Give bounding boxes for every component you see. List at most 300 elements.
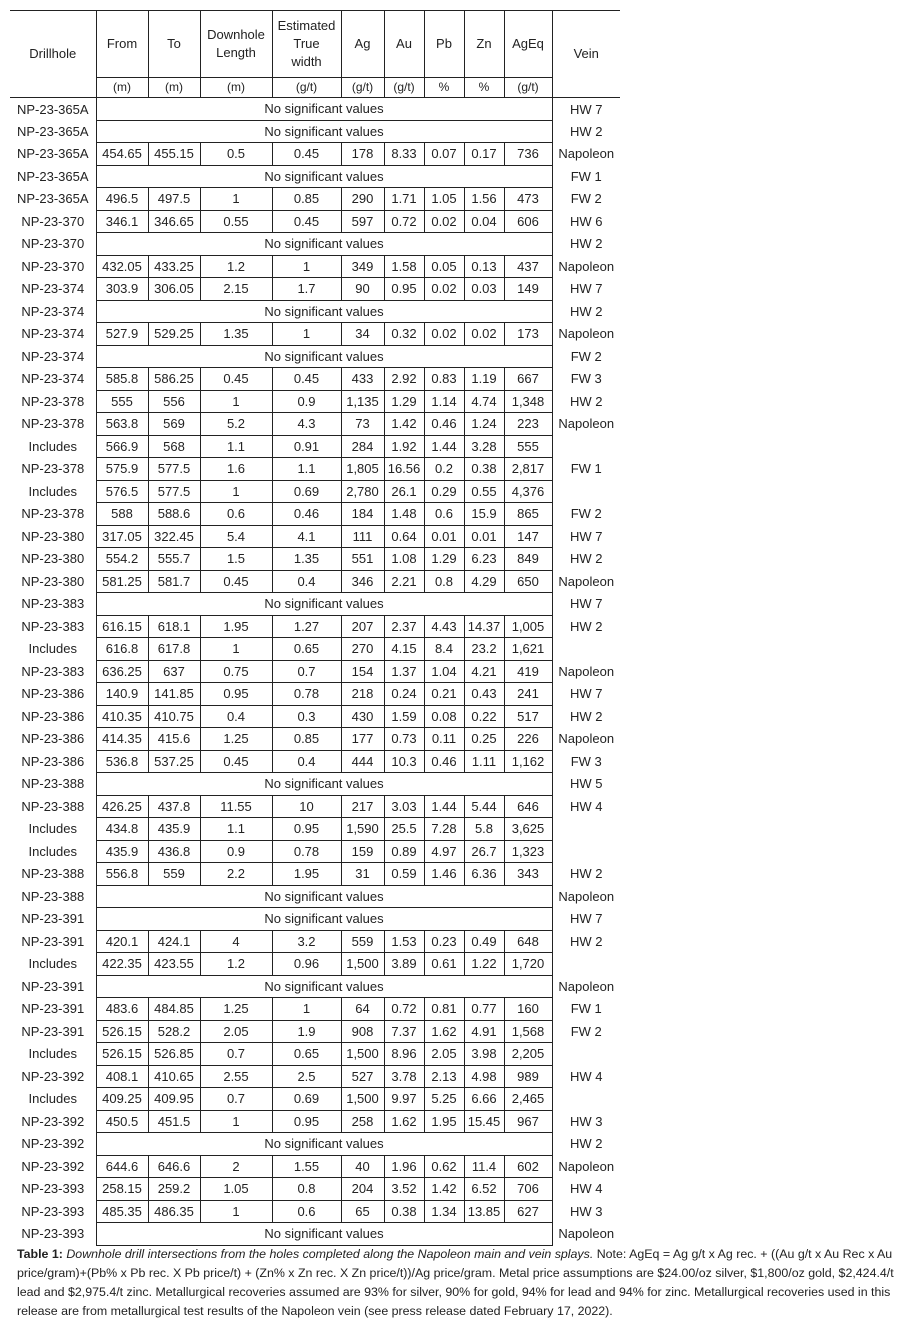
to-cell: 437.8 bbox=[148, 795, 200, 818]
from-cell: 644.6 bbox=[96, 1155, 148, 1178]
from-cell: 576.5 bbox=[96, 480, 148, 503]
table-row bbox=[10, 480, 620, 503]
au-cell: 0.73 bbox=[384, 728, 424, 751]
tw-cell: 0.3 bbox=[272, 705, 341, 728]
no-significant-values-cell: No significant values bbox=[96, 98, 552, 121]
no-significant-values-cell: No significant values bbox=[96, 345, 552, 368]
table-row bbox=[10, 210, 620, 233]
ageq-cell: 602 bbox=[504, 1155, 552, 1178]
zn-cell: 0.04 bbox=[464, 210, 504, 233]
to-cell: 410.65 bbox=[148, 1065, 200, 1088]
unit-pb: % bbox=[424, 78, 464, 98]
tw-cell: 0.78 bbox=[272, 840, 341, 863]
to-cell: 586.25 bbox=[148, 368, 200, 391]
drillhole-cell: NP-23-378 bbox=[10, 503, 96, 526]
from-cell: 526.15 bbox=[96, 1020, 148, 1043]
ag-cell: 111 bbox=[341, 525, 384, 548]
au-cell: 16.56 bbox=[384, 458, 424, 481]
table-row bbox=[10, 1088, 620, 1111]
from-cell: 555 bbox=[96, 390, 148, 413]
ag-cell: 40 bbox=[341, 1155, 384, 1178]
table-row bbox=[10, 503, 620, 526]
length-cell: 1.25 bbox=[200, 998, 272, 1021]
length-cell: 0.9 bbox=[200, 840, 272, 863]
pb-cell: 0.23 bbox=[424, 930, 464, 953]
to-cell: 433.25 bbox=[148, 255, 200, 278]
tw-cell: 0.95 bbox=[272, 1110, 341, 1133]
from-cell: 588 bbox=[96, 503, 148, 526]
ag-cell: 65 bbox=[341, 1200, 384, 1223]
from-cell: 435.9 bbox=[96, 840, 148, 863]
length-cell: 0.45 bbox=[200, 368, 272, 391]
pb-cell: 1.29 bbox=[424, 548, 464, 571]
drillhole-cell: Includes bbox=[10, 953, 96, 976]
zn-cell: 0.17 bbox=[464, 143, 504, 166]
ageq-cell: 4,376 bbox=[504, 480, 552, 503]
ageq-cell: 667 bbox=[504, 368, 552, 391]
ageq-cell: 1,568 bbox=[504, 1020, 552, 1043]
to-cell: 410.75 bbox=[148, 705, 200, 728]
vein-cell: HW 7 bbox=[552, 593, 620, 616]
pb-cell: 1.05 bbox=[424, 188, 464, 211]
vein-cell: FW 3 bbox=[552, 368, 620, 391]
vein-cell: HW 2 bbox=[552, 233, 620, 256]
zn-cell: 4.91 bbox=[464, 1020, 504, 1043]
tw-cell: 0.65 bbox=[272, 638, 341, 661]
tw-cell: 1.7 bbox=[272, 278, 341, 301]
header-pb: Pb bbox=[424, 11, 464, 78]
drillhole-cell: Includes bbox=[10, 480, 96, 503]
tw-cell: 1.1 bbox=[272, 458, 341, 481]
from-cell: 536.8 bbox=[96, 750, 148, 773]
ageq-cell: 646 bbox=[504, 795, 552, 818]
drillhole-cell: NP-23-374 bbox=[10, 368, 96, 391]
drillhole-cell: NP-23-388 bbox=[10, 863, 96, 886]
unit-au: (g/t) bbox=[384, 78, 424, 98]
drillhole-cell: NP-23-365A bbox=[10, 98, 96, 121]
drillhole-cell: NP-23-391 bbox=[10, 998, 96, 1021]
drill-results-table bbox=[10, 10, 620, 1246]
ageq-cell: 1,005 bbox=[504, 615, 552, 638]
vein-cell: HW 2 bbox=[552, 615, 620, 638]
vein-cell: HW 2 bbox=[552, 120, 620, 143]
from-cell: 496.5 bbox=[96, 188, 148, 211]
pb-cell: 1.34 bbox=[424, 1200, 464, 1223]
pb-cell: 0.21 bbox=[424, 683, 464, 706]
au-cell: 1.53 bbox=[384, 930, 424, 953]
ageq-cell: 1,323 bbox=[504, 840, 552, 863]
to-cell: 637 bbox=[148, 660, 200, 683]
tw-cell: 3.2 bbox=[272, 930, 341, 953]
from-cell: 434.8 bbox=[96, 818, 148, 841]
ag-cell: 270 bbox=[341, 638, 384, 661]
zn-cell: 0.77 bbox=[464, 998, 504, 1021]
length-cell: 0.55 bbox=[200, 210, 272, 233]
drillhole-cell: NP-23-365A bbox=[10, 120, 96, 143]
drillhole-cell: NP-23-386 bbox=[10, 683, 96, 706]
ag-cell: 433 bbox=[341, 368, 384, 391]
to-cell: 577.5 bbox=[148, 458, 200, 481]
ag-cell: 204 bbox=[341, 1178, 384, 1201]
zn-cell: 0.38 bbox=[464, 458, 504, 481]
zn-cell: 6.36 bbox=[464, 863, 504, 886]
to-cell: 486.35 bbox=[148, 1200, 200, 1223]
au-cell: 0.38 bbox=[384, 1200, 424, 1223]
pb-cell: 0.07 bbox=[424, 143, 464, 166]
to-cell: 568 bbox=[148, 435, 200, 458]
vein-cell: FW 3 bbox=[552, 750, 620, 773]
drillhole-cell: NP-23-391 bbox=[10, 930, 96, 953]
ageq-cell: 223 bbox=[504, 413, 552, 436]
vein-cell: HW 4 bbox=[552, 795, 620, 818]
pb-cell: 1.42 bbox=[424, 1178, 464, 1201]
from-cell: 485.35 bbox=[96, 1200, 148, 1223]
table-row bbox=[10, 818, 620, 841]
ag-cell: 184 bbox=[341, 503, 384, 526]
to-cell: 322.45 bbox=[148, 525, 200, 548]
vein-cell: HW 7 bbox=[552, 278, 620, 301]
tw-cell: 0.85 bbox=[272, 728, 341, 751]
ageq-cell: 1,348 bbox=[504, 390, 552, 413]
ageq-cell: 1,720 bbox=[504, 953, 552, 976]
length-cell: 0.45 bbox=[200, 750, 272, 773]
tw-cell: 0.45 bbox=[272, 210, 341, 233]
pb-cell: 0.05 bbox=[424, 255, 464, 278]
from-cell: 258.15 bbox=[96, 1178, 148, 1201]
header-row bbox=[10, 11, 620, 78]
tw-cell: 0.45 bbox=[272, 368, 341, 391]
vein-cell: HW 7 bbox=[552, 908, 620, 931]
drillhole-cell: NP-23-380 bbox=[10, 525, 96, 548]
tw-cell: 4.1 bbox=[272, 525, 341, 548]
ag-cell: 908 bbox=[341, 1020, 384, 1043]
zn-cell: 0.55 bbox=[464, 480, 504, 503]
vein-cell bbox=[552, 1043, 620, 1066]
vein-cell: HW 2 bbox=[552, 705, 620, 728]
drillhole-cell: NP-23-393 bbox=[10, 1200, 96, 1223]
tw-cell: 0.46 bbox=[272, 503, 341, 526]
ag-cell: 178 bbox=[341, 143, 384, 166]
vein-cell: HW 2 bbox=[552, 930, 620, 953]
from-cell: 581.25 bbox=[96, 570, 148, 593]
zn-cell: 4.74 bbox=[464, 390, 504, 413]
to-cell: 646.6 bbox=[148, 1155, 200, 1178]
from-cell: 483.6 bbox=[96, 998, 148, 1021]
to-cell: 537.25 bbox=[148, 750, 200, 773]
length-cell: 4 bbox=[200, 930, 272, 953]
from-cell: 408.1 bbox=[96, 1065, 148, 1088]
no-significant-values-cell: No significant values bbox=[96, 885, 552, 908]
zn-cell: 0.13 bbox=[464, 255, 504, 278]
ageq-cell: 967 bbox=[504, 1110, 552, 1133]
vein-cell: HW 2 bbox=[552, 548, 620, 571]
to-cell: 581.7 bbox=[148, 570, 200, 593]
ag-cell: 284 bbox=[341, 435, 384, 458]
ageq-cell: 989 bbox=[504, 1065, 552, 1088]
ageq-cell: 706 bbox=[504, 1178, 552, 1201]
drillhole-cell: NP-23-391 bbox=[10, 975, 96, 998]
length-cell: 1.05 bbox=[200, 1178, 272, 1201]
tw-cell: 1.27 bbox=[272, 615, 341, 638]
length-cell: 1.1 bbox=[200, 818, 272, 841]
drillhole-cell: NP-23-391 bbox=[10, 1020, 96, 1043]
au-cell: 1.08 bbox=[384, 548, 424, 571]
from-cell: 432.05 bbox=[96, 255, 148, 278]
length-cell: 1 bbox=[200, 1200, 272, 1223]
pb-cell: 1.44 bbox=[424, 435, 464, 458]
vein-cell: HW 2 bbox=[552, 863, 620, 886]
au-cell: 1.59 bbox=[384, 705, 424, 728]
length-cell: 0.7 bbox=[200, 1043, 272, 1066]
vein-cell: HW 4 bbox=[552, 1178, 620, 1201]
ag-cell: 349 bbox=[341, 255, 384, 278]
au-cell: 9.97 bbox=[384, 1088, 424, 1111]
tw-cell: 0.96 bbox=[272, 953, 341, 976]
to-cell: 484.85 bbox=[148, 998, 200, 1021]
from-cell: 616.15 bbox=[96, 615, 148, 638]
drillhole-cell: NP-23-383 bbox=[10, 615, 96, 638]
ageq-cell: 226 bbox=[504, 728, 552, 751]
zn-cell: 1.22 bbox=[464, 953, 504, 976]
ag-cell: 1,590 bbox=[341, 818, 384, 841]
vein-cell bbox=[552, 638, 620, 661]
tw-cell: 0.7 bbox=[272, 660, 341, 683]
vein-cell: FW 1 bbox=[552, 165, 620, 188]
length-cell: 1.2 bbox=[200, 255, 272, 278]
pb-cell: 4.43 bbox=[424, 615, 464, 638]
table-row bbox=[10, 435, 620, 458]
vein-cell: HW 6 bbox=[552, 210, 620, 233]
au-cell: 3.52 bbox=[384, 1178, 424, 1201]
drillhole-cell: NP-23-388 bbox=[10, 773, 96, 796]
tw-cell: 0.45 bbox=[272, 143, 341, 166]
table-row bbox=[10, 323, 620, 346]
length-cell: 2 bbox=[200, 1155, 272, 1178]
length-cell: 1 bbox=[200, 1110, 272, 1133]
ag-cell: 73 bbox=[341, 413, 384, 436]
table-row bbox=[10, 795, 620, 818]
drillhole-cell: NP-23-380 bbox=[10, 570, 96, 593]
tw-cell: 0.8 bbox=[272, 1178, 341, 1201]
zn-cell: 23.2 bbox=[464, 638, 504, 661]
to-cell: 618.1 bbox=[148, 615, 200, 638]
pb-cell: 0.83 bbox=[424, 368, 464, 391]
header-ag: Ag bbox=[341, 11, 384, 78]
length-cell: 0.45 bbox=[200, 570, 272, 593]
zn-cell: 4.29 bbox=[464, 570, 504, 593]
drillhole-cell: NP-23-388 bbox=[10, 795, 96, 818]
to-cell: 435.9 bbox=[148, 818, 200, 841]
ageq-cell: 3,625 bbox=[504, 818, 552, 841]
au-cell: 1.29 bbox=[384, 390, 424, 413]
ageq-cell: 437 bbox=[504, 255, 552, 278]
table-row bbox=[10, 930, 620, 953]
drillhole-cell: NP-23-386 bbox=[10, 750, 96, 773]
vein-cell bbox=[552, 1088, 620, 1111]
vein-cell bbox=[552, 840, 620, 863]
pb-cell: 2.13 bbox=[424, 1065, 464, 1088]
au-cell: 0.89 bbox=[384, 840, 424, 863]
au-cell: 26.1 bbox=[384, 480, 424, 503]
tw-cell: 4.3 bbox=[272, 413, 341, 436]
zn-cell: 1.24 bbox=[464, 413, 504, 436]
au-cell: 1.48 bbox=[384, 503, 424, 526]
vein-cell bbox=[552, 435, 620, 458]
length-cell: 1.6 bbox=[200, 458, 272, 481]
tw-cell: 1 bbox=[272, 998, 341, 1021]
from-cell: 527.9 bbox=[96, 323, 148, 346]
vein-cell: Napoleon bbox=[552, 885, 620, 908]
vein-cell: HW 2 bbox=[552, 390, 620, 413]
vein-cell: HW 4 bbox=[552, 1065, 620, 1088]
from-cell: 585.8 bbox=[96, 368, 148, 391]
drillhole-cell: NP-23-365A bbox=[10, 143, 96, 166]
from-cell: 317.05 bbox=[96, 525, 148, 548]
ag-cell: 90 bbox=[341, 278, 384, 301]
vein-cell: Napoleon bbox=[552, 660, 620, 683]
unit-ageq: (g/t) bbox=[504, 78, 552, 98]
no-significant-values-cell: No significant values bbox=[96, 773, 552, 796]
ag-cell: 290 bbox=[341, 188, 384, 211]
vein-cell: FW 2 bbox=[552, 503, 620, 526]
ageq-cell: 1,162 bbox=[504, 750, 552, 773]
length-cell: 11.55 bbox=[200, 795, 272, 818]
length-cell: 0.75 bbox=[200, 660, 272, 683]
from-cell: 409.25 bbox=[96, 1088, 148, 1111]
tw-cell: 0.85 bbox=[272, 188, 341, 211]
caption-body: Note: AgEq = Ag g/t x Ag rec. + ((Au g/t x Au Rec x Au price/gram)+(Pb% x Pb rec. X Pb price/t) + (Zn% x Zn rec. X Zn price/t))/Ag price/gram. Metal price assumptions are $24.00/oz silver, $1,800/oz gold, $2,424.4/t lead and $2,975.4/t zinc. Metallurgical recoveries assumed are 93% for silver, 90% for gold, 94% for lead and 94% for zinc. Metallurgical recoveries used in this release are from metallurgical test results of the Napoleon vein (see press release dated February 17, 2022). bbox=[17, 1247, 894, 1318]
pb-cell: 0.08 bbox=[424, 705, 464, 728]
to-cell: 306.05 bbox=[148, 278, 200, 301]
au-cell: 4.15 bbox=[384, 638, 424, 661]
ageq-cell: 2,205 bbox=[504, 1043, 552, 1066]
au-cell: 0.32 bbox=[384, 323, 424, 346]
drillhole-cell: NP-23-388 bbox=[10, 885, 96, 908]
drillhole-cell: NP-23-383 bbox=[10, 593, 96, 616]
from-cell: 636.25 bbox=[96, 660, 148, 683]
table-row bbox=[10, 638, 620, 661]
vein-cell: Napoleon bbox=[552, 570, 620, 593]
zn-cell: 0.03 bbox=[464, 278, 504, 301]
table-row bbox=[10, 368, 620, 391]
table-row bbox=[10, 300, 620, 323]
table-row bbox=[10, 885, 620, 908]
pb-cell: 2.05 bbox=[424, 1043, 464, 1066]
ag-cell: 64 bbox=[341, 998, 384, 1021]
zn-cell: 4.98 bbox=[464, 1065, 504, 1088]
pb-cell: 0.02 bbox=[424, 323, 464, 346]
length-cell: 0.7 bbox=[200, 1088, 272, 1111]
length-cell: 1.95 bbox=[200, 615, 272, 638]
au-cell: 7.37 bbox=[384, 1020, 424, 1043]
drillhole-cell: Includes bbox=[10, 435, 96, 458]
table-row bbox=[10, 1043, 620, 1066]
to-cell: 529.25 bbox=[148, 323, 200, 346]
to-cell: 555.7 bbox=[148, 548, 200, 571]
ag-cell: 1,135 bbox=[341, 390, 384, 413]
vein-cell: Napoleon bbox=[552, 728, 620, 751]
ag-cell: 1,500 bbox=[341, 953, 384, 976]
table-row bbox=[10, 1110, 620, 1133]
drillhole-cell: NP-23-392 bbox=[10, 1065, 96, 1088]
table-row bbox=[10, 728, 620, 751]
au-cell: 0.72 bbox=[384, 210, 424, 233]
au-cell: 1.92 bbox=[384, 435, 424, 458]
zn-cell: 0.49 bbox=[464, 930, 504, 953]
to-cell: 497.5 bbox=[148, 188, 200, 211]
length-cell: 1.2 bbox=[200, 953, 272, 976]
zn-cell: 0.22 bbox=[464, 705, 504, 728]
from-cell: 575.9 bbox=[96, 458, 148, 481]
table-row bbox=[10, 840, 620, 863]
length-cell: 2.05 bbox=[200, 1020, 272, 1043]
table-row bbox=[10, 165, 620, 188]
table-row bbox=[10, 863, 620, 886]
vein-cell: Napoleon bbox=[552, 1223, 620, 1246]
drillhole-cell: NP-23-392 bbox=[10, 1110, 96, 1133]
vein-cell: Napoleon bbox=[552, 143, 620, 166]
drillhole-cell: Includes bbox=[10, 818, 96, 841]
vein-cell bbox=[552, 953, 620, 976]
from-cell: 616.8 bbox=[96, 638, 148, 661]
au-cell: 8.33 bbox=[384, 143, 424, 166]
table-row bbox=[10, 570, 620, 593]
to-cell: 424.1 bbox=[148, 930, 200, 953]
drillhole-cell: NP-23-380 bbox=[10, 548, 96, 571]
ageq-cell: 473 bbox=[504, 188, 552, 211]
tw-cell: 1 bbox=[272, 255, 341, 278]
ag-cell: 34 bbox=[341, 323, 384, 346]
vein-cell: Napoleon bbox=[552, 975, 620, 998]
ageq-cell: 627 bbox=[504, 1200, 552, 1223]
pb-cell: 1.44 bbox=[424, 795, 464, 818]
vein-cell: Napoleon bbox=[552, 1155, 620, 1178]
vein-cell: FW 1 bbox=[552, 998, 620, 1021]
tw-cell: 1.35 bbox=[272, 548, 341, 571]
au-cell: 1.71 bbox=[384, 188, 424, 211]
table-row bbox=[10, 1065, 620, 1088]
header-drillhole: Drillhole bbox=[10, 11, 96, 98]
table-row bbox=[10, 1200, 620, 1223]
drillhole-cell: Includes bbox=[10, 1088, 96, 1111]
to-cell: 455.15 bbox=[148, 143, 200, 166]
ageq-cell: 1,621 bbox=[504, 638, 552, 661]
no-significant-values-cell: No significant values bbox=[96, 165, 552, 188]
no-significant-values-cell: No significant values bbox=[96, 300, 552, 323]
zn-cell: 26.7 bbox=[464, 840, 504, 863]
to-cell: 436.8 bbox=[148, 840, 200, 863]
length-cell: 1 bbox=[200, 638, 272, 661]
table-row bbox=[10, 1178, 620, 1201]
unit-zn: % bbox=[464, 78, 504, 98]
tw-cell: 1 bbox=[272, 323, 341, 346]
drillhole-cell: NP-23-378 bbox=[10, 413, 96, 436]
length-cell: 2.2 bbox=[200, 863, 272, 886]
ageq-cell: 147 bbox=[504, 525, 552, 548]
to-cell: 415.6 bbox=[148, 728, 200, 751]
ageq-cell: 606 bbox=[504, 210, 552, 233]
drillhole-cell: NP-23-370 bbox=[10, 233, 96, 256]
pb-cell: 0.11 bbox=[424, 728, 464, 751]
table-row bbox=[10, 908, 620, 931]
vein-cell: FW 2 bbox=[552, 1020, 620, 1043]
au-cell: 3.03 bbox=[384, 795, 424, 818]
pb-cell: 1.04 bbox=[424, 660, 464, 683]
table-row bbox=[10, 255, 620, 278]
tw-cell: 1.9 bbox=[272, 1020, 341, 1043]
to-cell: 259.2 bbox=[148, 1178, 200, 1201]
ageq-cell: 648 bbox=[504, 930, 552, 953]
